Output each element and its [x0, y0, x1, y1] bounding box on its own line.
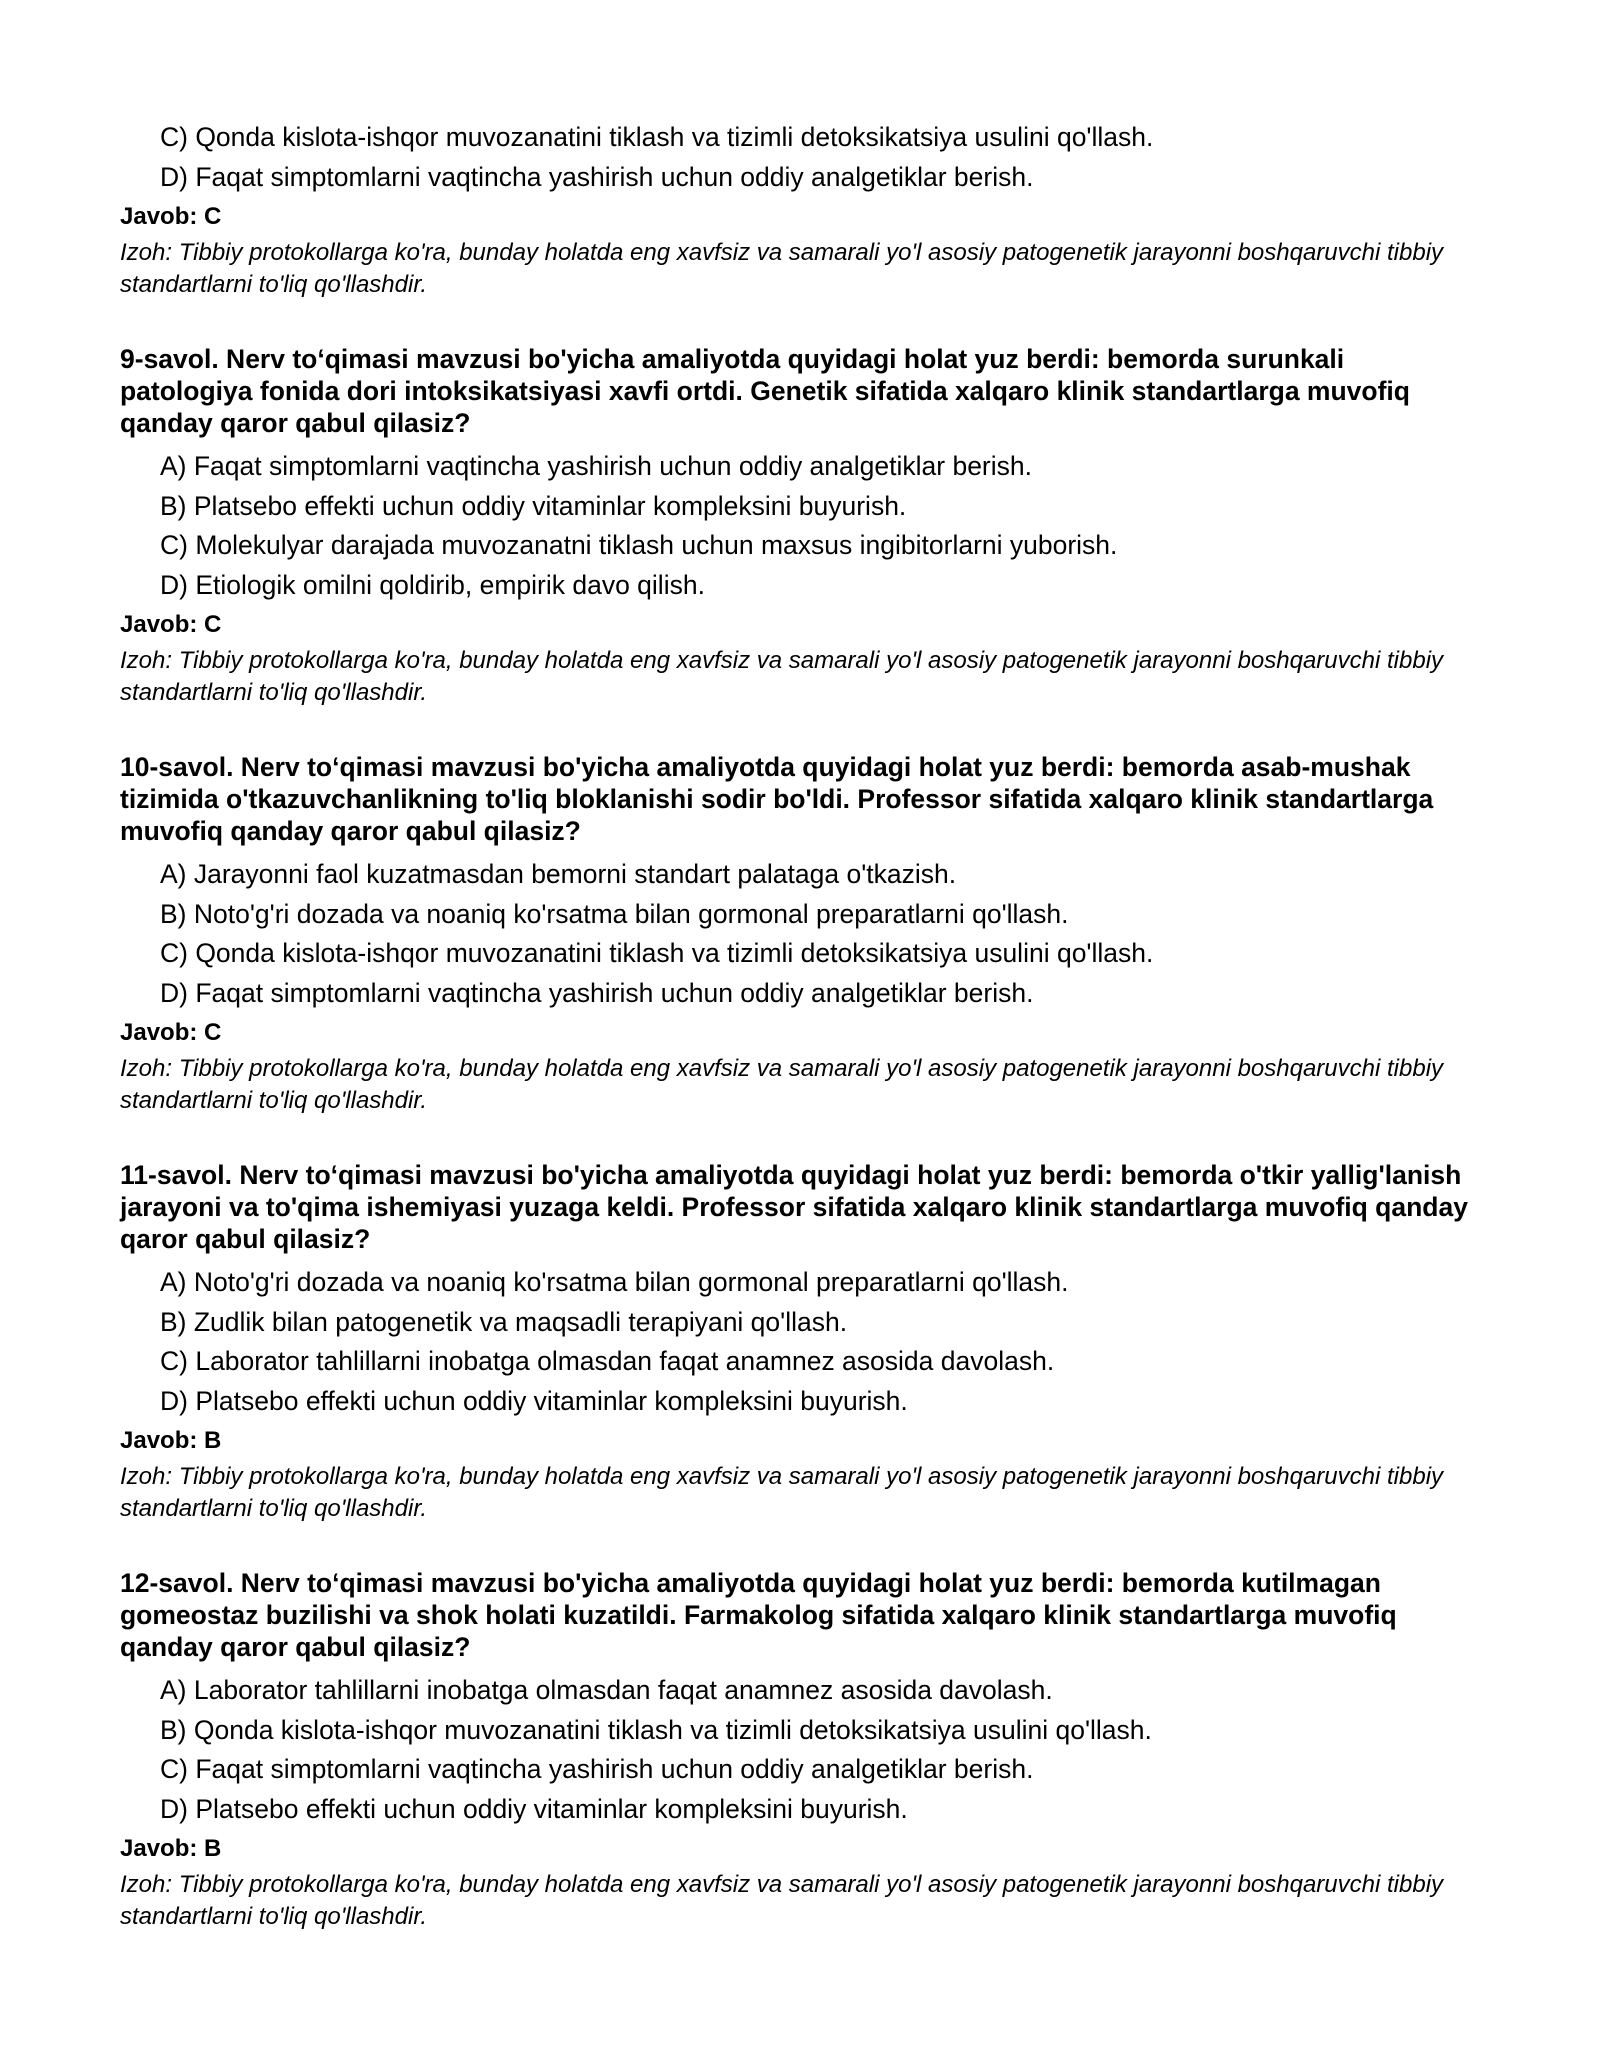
- question-text: 12-savol. Nerv to‘qimasi mavzusi bo'yicha amaliyotda quyidagi holat yuz berdi: bemorda kutilmagan gomeostaz buzilishi va shok holati kuzatildi. Farmakolog sifatida xalqaro klinik standartlarga muvofiq qanday qaror qabul qilasiz?: [120, 1568, 1397, 1662]
- answer-label: Javob: B: [120, 1835, 222, 1862]
- option-c: C) Laborator tahlillarni inobatga olmasdan faqat anamnez asosida davolash.: [160, 1346, 1055, 1376]
- option-d: D) Etiologik omilni qoldirib, empirik davo qilish.: [160, 569, 705, 600]
- explanation-note: Izoh: Tibbiy protokollarga ko'ra, bunday holatda eng xavfsiz va samarali yo'l asosiy patogenetik jarayonni boshqaruvchi tibbiy standartlarni to'liq qo'llashdir.: [120, 239, 1444, 298]
- option-a: A) Jarayonni faol kuzatmasdan bemorni standart palataga o'tkazish.: [160, 859, 957, 889]
- option-d: D) Platsebo effekti uchun oddiy vitaminlar kompleksini buyurish.: [160, 1793, 908, 1824]
- question-block: [120, 343, 1480, 708]
- question-options: [120, 855, 1480, 1013]
- option-b: B) Platsebo effekti uchun oddiy vitaminlar kompleksini buyurish.: [160, 490, 907, 521]
- option-a: A) Laborator tahlillarni inobatga olmasdan faqat anamnez asosida davolash.: [160, 1675, 1053, 1705]
- answer-label: Javob: C: [120, 1019, 222, 1046]
- option-d: D) Faqat simptomlarni vaqtincha yashirish uchun oddiy analgetiklar berish.: [160, 161, 1034, 192]
- question-block: [120, 751, 1480, 1116]
- option-b: B) Zudlik bilan patogenetik va maqsadli terapiyani qo'llash.: [160, 1306, 848, 1337]
- question-text: 11-savol. Nerv to‘qimasi mavzusi bo'yicha amaliyotda quyidagi holat yuz berdi: bemorda o'tkir yallig'lanish jarayoni va to'qima ishemiyasi yuzaga keldi. Professor sifatida xalqaro klinik standartlarga muvofiq qanday qaror qabul qilasiz?: [120, 1160, 1468, 1254]
- intro-options: [120, 118, 1480, 197]
- option-b: B) Noto'g'ri dozada va noaniq ko'rsatma bilan gormonal preparatlarni qo'llash.: [160, 898, 1069, 929]
- question-options: [120, 447, 1480, 605]
- option-a: A) Faqat simptomlarni vaqtincha yashirish uchun oddiy analgetiklar berish.: [160, 451, 1032, 481]
- option-c: C) Faqat simptomlarni vaqtincha yashirish uchun oddiy analgetiklar berish.: [160, 1754, 1034, 1784]
- option-b: B) Qonda kislota-ishqor muvozanatini tiklash va tizimli detoksikatsiya usulini qo'llash.: [160, 1714, 1152, 1745]
- document-page: [120, 118, 1480, 1932]
- question-options: [120, 1671, 1480, 1829]
- explanation-note: Izoh: Tibbiy protokollarga ko'ra, bunday holatda eng xavfsiz va samarali yo'l asosiy patogenetik jarayonni boshqaruvchi tibbiy standartlarni to'liq qo'llashdir.: [120, 1463, 1444, 1522]
- option-a: A) Noto'g'ri dozada va noaniq ko'rsatma bilan gormonal preparatlarni qo'llash.: [160, 1267, 1069, 1297]
- explanation-note: Izoh: Tibbiy protokollarga ko'ra, bunday holatda eng xavfsiz va samarali yo'l asosiy patogenetik jarayonni boshqaruvchi tibbiy standartlarni to'liq qo'llashdir.: [120, 1871, 1444, 1930]
- explanation-note: Izoh: Tibbiy protokollarga ko'ra, bunday holatda eng xavfsiz va samarali yo'l asosiy patogenetik jarayonni boshqaruvchi tibbiy standartlarni to'liq qo'llashdir.: [120, 1055, 1444, 1114]
- option-d: D) Faqat simptomlarni vaqtincha yashirish uchun oddiy analgetiklar berish.: [160, 977, 1034, 1008]
- option-c: C) Molekulyar darajada muvozanatni tiklash uchun maxsus ingibitorlarni yuborish.: [160, 530, 1118, 560]
- question-block: [120, 1567, 1480, 1932]
- explanation-note: Izoh: Tibbiy protokollarga ko'ra, bunday holatda eng xavfsiz va samarali yo'l asosiy patogenetik jarayonni boshqaruvchi tibbiy standartlarni to'liq qo'llashdir.: [120, 647, 1444, 706]
- option-c: C) Qonda kislota-ishqor muvozanatini tiklash va tizimli detoksikatsiya usulini qo'llash.: [160, 122, 1154, 152]
- question-block: [120, 1159, 1480, 1524]
- answer-label: Javob: B: [120, 1427, 222, 1454]
- question-text: 10-savol. Nerv to‘qimasi mavzusi bo'yicha amaliyotda quyidagi holat yuz berdi: bemorda asab-mushak tizimida o'tkazuvchanlikning to'liq bloklanishi sodir bo'ldi. Professor sifatida xalqaro klinik standartlarga muvofiq qanday qaror qabul qilasiz?: [120, 752, 1434, 846]
- answer-label: Javob: C: [120, 611, 222, 638]
- answer-label: Javob: C: [120, 203, 222, 230]
- question-text: 9-savol. Nerv to‘qimasi mavzusi bo'yicha amaliyotda quyidagi holat yuz berdi: bemorda surunkali patologiya fonida dori intoksikatsiyasi xavfi ortdi. Genetik sifatida xalqaro klinik standartlarga muvofiq qanday qaror qabul qilasiz?: [120, 344, 1410, 438]
- option-c: C) Qonda kislota-ishqor muvozanatini tiklash va tizimli detoksikatsiya usulini qo'llash.: [160, 938, 1154, 968]
- question-options: [120, 1263, 1480, 1421]
- option-d: D) Platsebo effekti uchun oddiy vitaminlar kompleksini buyurish.: [160, 1385, 908, 1416]
